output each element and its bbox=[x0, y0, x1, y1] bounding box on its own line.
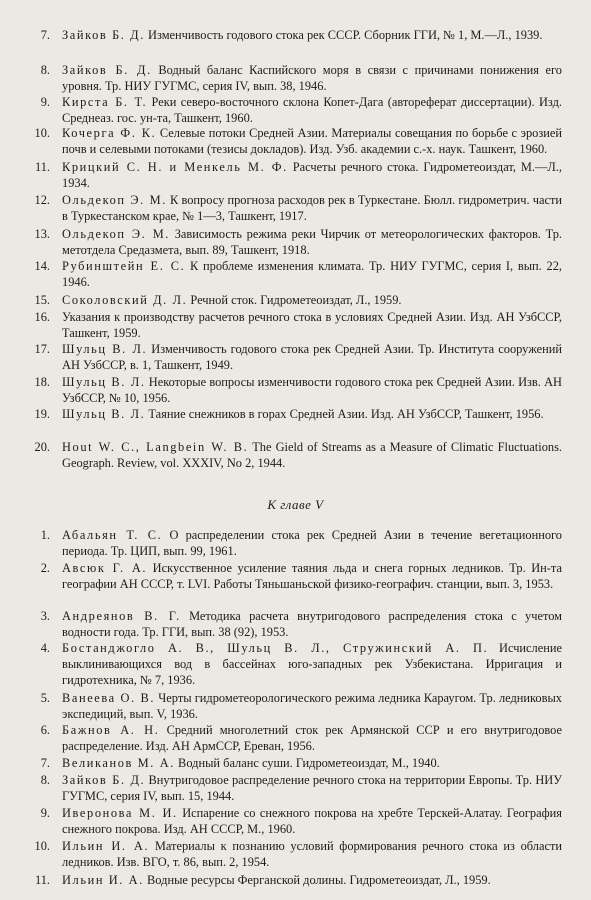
reference-text bbox=[62, 227, 562, 259]
reference-body: Материалы к познанию условий формирования речного стока из области ледников. Изв. ВГО, т. 86, вып. 2, 1954. bbox=[62, 839, 562, 869]
reference-item bbox=[28, 839, 562, 871]
reference-item bbox=[28, 873, 562, 889]
reference-author: Крицкий С. Н. и Менкель М. Ф. bbox=[62, 160, 288, 174]
reference-text bbox=[62, 259, 562, 291]
reference-author: Шульц В. Л. bbox=[62, 375, 146, 389]
reference-number: 18. bbox=[34, 375, 50, 389]
reference-item bbox=[28, 806, 562, 838]
reference-text bbox=[62, 756, 562, 772]
reference-item bbox=[28, 126, 562, 158]
reference-number: 17. bbox=[34, 342, 50, 356]
reference-item bbox=[28, 227, 562, 259]
reference-body: Таяние снежников в горах Средней Азии. Изд. АН УзбССР, Ташкент, 1956. bbox=[145, 407, 544, 421]
reference-number: 11. bbox=[34, 873, 50, 887]
reference-author: Ванеева О. В. bbox=[62, 691, 156, 705]
reference-number: 8. bbox=[40, 773, 50, 787]
reference-item bbox=[28, 160, 562, 192]
reference-author: Иверонова М. И. bbox=[62, 806, 178, 820]
reference-body: Внутригодовое распределение речного стока на территории Европы. Тр. НИУ ГУГМС, серия IV, вып. 15, 1944. bbox=[62, 773, 562, 803]
reference-body: Методика расчета внутригодового распределения стока с учетом водности года. Тр. ГГИ, вып. 38 (92), 1953. bbox=[62, 609, 562, 639]
reference-item bbox=[28, 756, 562, 772]
reference-author: Соколовский Д. Л. bbox=[62, 293, 188, 307]
reference-text bbox=[62, 528, 562, 560]
reference-author: Ильин И. А. bbox=[62, 839, 150, 853]
reference-item bbox=[28, 193, 562, 225]
reference-text bbox=[62, 806, 562, 838]
reference-number: 3. bbox=[40, 609, 50, 623]
reference-item bbox=[28, 375, 562, 407]
reference-item bbox=[28, 773, 562, 805]
reference-author: Кочерга Ф. К. bbox=[62, 126, 157, 140]
reference-number: 12. bbox=[34, 193, 50, 207]
reference-body: Реки северо-восточного склона Копет-Дага (автореферат диссертации). Изд. Среднеаз. гос. ун-та, Ташкент, 1960. bbox=[62, 95, 562, 125]
reference-item bbox=[28, 293, 562, 309]
reference-text bbox=[62, 723, 562, 755]
reference-author: Зайков Б. Д. bbox=[62, 63, 152, 77]
reference-body: Селевые потоки Средней Азии. Материалы совещания по борьбе с эрозией почв и селевыми потоками (тезисы докладов). Изд. Узб. академии с.-х. наук. Ташкент, 1960. bbox=[62, 126, 562, 156]
reference-text bbox=[62, 440, 562, 472]
reference-number: 10. bbox=[34, 126, 50, 140]
reference-author: Бажнов А. Н. bbox=[62, 723, 160, 737]
reference-item bbox=[28, 259, 562, 291]
reference-number: 20. bbox=[34, 440, 50, 454]
reference-author: Андреянов В. Г. bbox=[62, 609, 181, 623]
reference-item bbox=[28, 691, 562, 723]
reference-item bbox=[28, 561, 562, 593]
reference-text bbox=[62, 641, 562, 688]
reference-text bbox=[62, 561, 562, 593]
reference-number: 6. bbox=[40, 723, 50, 737]
reference-number: 7. bbox=[40, 28, 50, 42]
reference-number: 8. bbox=[40, 63, 50, 77]
reference-number: 10. bbox=[34, 839, 50, 853]
reference-author: Абальян Т. С. bbox=[62, 528, 163, 542]
reference-number: 1. bbox=[40, 528, 50, 542]
reference-item bbox=[28, 407, 562, 423]
reference-text bbox=[62, 375, 562, 407]
reference-body: К вопросу прогноза расходов рек в Туркестане. Бюлл. гидрометрич. части в Туркестанском крае, № 1—3, Ташкент, 1917. bbox=[62, 193, 563, 223]
reference-body: Водный баланс Каспийского моря в связи с причинами понижения его уровня. Тр. НИУ ГУГМС, серия IV, вып. 38, 1946. bbox=[62, 63, 562, 93]
reference-body: The Gield of Streams as a Measure of Climatic Fluctuations. Geograph. Review, vol. XXXIV, No 2, 1944. bbox=[62, 440, 562, 470]
reference-item bbox=[28, 95, 562, 127]
reference-number: 14. bbox=[34, 259, 50, 273]
reference-number: 2. bbox=[40, 561, 50, 575]
reference-number: 7. bbox=[40, 756, 50, 770]
reference-item bbox=[28, 609, 562, 641]
reference-body: Некоторые вопросы изменчивости годового стока рек Средней Азии. Изв. АН УзбССР, № 10, 1956. bbox=[62, 375, 562, 405]
reference-text bbox=[62, 839, 562, 871]
reference-body: Водные ресурсы Ферганской долины. Гидрометеоиздат, Л., 1959. bbox=[143, 873, 491, 887]
reference-author: Кирста Б. Т. bbox=[62, 95, 148, 109]
reference-item bbox=[28, 528, 562, 560]
reference-text bbox=[62, 310, 562, 342]
reference-text bbox=[62, 691, 562, 723]
reference-body: Зависимость режима реки Чирчик от метеорологических факторов. Тр. метотдела Средазмета, вып. 89, Ташкент, 1918. bbox=[62, 227, 562, 257]
reference-author: Зайков Б. Д. bbox=[62, 773, 146, 787]
reference-body: Исчисление выклинивающихся вод в бассейнах юго-западных рек Узбекистана. Ирригация и гидротехника, № 7, 1936. bbox=[62, 641, 562, 687]
reference-number: 19. bbox=[34, 407, 50, 421]
reference-body: Водный баланс суши. Гидрометеоиздат, М., 1940. bbox=[174, 756, 440, 770]
reference-author: Ольдекоп Э. М. bbox=[62, 227, 171, 241]
reference-item bbox=[28, 641, 562, 688]
reference-body: О распределении стока рек Средней Азии в течение вегетационного периода. Тр. ЦИП, вып. 99, 1961. bbox=[62, 528, 562, 558]
reference-body: Средний многолетний сток рек Армянской ССР и его внутригодовое распределение. Изд. АН АрмССР, Ереван, 1956. bbox=[62, 723, 563, 753]
reference-text bbox=[62, 160, 562, 192]
reference-body: Изменчивость годового стока рек Средней Азии. Тр. Института сооружений АН УзбССР, в. 1, Ташкент, 1949. bbox=[62, 342, 562, 372]
reference-text bbox=[62, 407, 562, 423]
reference-text bbox=[62, 773, 562, 805]
reference-author: Бостанджогло А. В., Шульц В. Л., Стружинский А. П. bbox=[62, 641, 489, 655]
reference-item bbox=[28, 63, 562, 95]
section-heading: К главе V bbox=[267, 497, 324, 512]
reference-body: Искусственное усиление таяния льда и снега горных ледников. Тр. Ин-та географии АН СССР, т. LVI. Работы Тяньшаньской физико-географич. станции, вып. 3, 1953. bbox=[62, 561, 562, 591]
reference-text bbox=[62, 63, 562, 95]
reference-author: Шульц В. Л. bbox=[62, 407, 146, 421]
reference-number: 9. bbox=[40, 806, 50, 820]
reference-text bbox=[62, 28, 562, 44]
reference-item bbox=[28, 310, 562, 342]
reference-author: Ольдекоп Э. М. bbox=[62, 193, 167, 207]
reference-author: Рубинштейн Е. С. bbox=[62, 259, 186, 273]
reference-body: Речной сток. Гидрометеоиздат, Л., 1959. bbox=[187, 293, 402, 307]
reference-number: 9. bbox=[40, 95, 50, 109]
reference-body: Испарение со снежного покрова на хребте Терскей-Алатау. География снежного покрова. Изд. АН СССР, М., 1960. bbox=[62, 806, 562, 836]
reference-author: Hout W. C., Langbein W. B. bbox=[62, 440, 249, 454]
reference-item bbox=[28, 342, 562, 374]
reference-number: 16. bbox=[34, 310, 50, 324]
reference-body: Черты гидрометеорологического режима ледника Караугом. Тр. ледниковых экспедиций, вып. V, 1936. bbox=[62, 691, 562, 721]
reference-body: Указания к производству расчетов речного стока в условиях Средней Азии. Изд. АН УзбССР, Ташкент, 1959. bbox=[62, 310, 562, 340]
reference-text bbox=[62, 293, 562, 309]
reference-text bbox=[62, 95, 562, 127]
reference-author: Ильин И. А. bbox=[62, 873, 144, 887]
reference-number: 11. bbox=[34, 160, 50, 174]
reference-body: Расчеты речного стока. Гидрометеоиздат, М.—Л., 1934. bbox=[62, 160, 562, 190]
reference-item bbox=[28, 440, 562, 472]
reference-body: Изменчивость годового стока рек СССР. Сборник ГГИ, № 1, М.—Л., 1939. bbox=[144, 28, 543, 42]
reference-number: 13. bbox=[34, 227, 50, 241]
reference-number: 15. bbox=[34, 293, 50, 307]
reference-text bbox=[62, 342, 562, 374]
reference-body: К проблеме изменения климата. Тр. НИУ ГУГМС, серия I, вып. 22, 1946. bbox=[62, 259, 562, 289]
reference-text bbox=[62, 609, 562, 641]
reference-author: Авсюк Г. А. bbox=[62, 561, 148, 575]
reference-author: Шульц В. Л. bbox=[62, 342, 148, 356]
reference-item bbox=[28, 28, 562, 44]
reference-number: 4. bbox=[40, 641, 50, 655]
reference-number: 5. bbox=[40, 691, 50, 705]
reference-text bbox=[62, 193, 562, 225]
reference-text bbox=[62, 873, 562, 889]
reference-text bbox=[62, 126, 562, 158]
reference-item bbox=[28, 723, 562, 755]
reference-author: Зайков Б. Д. bbox=[62, 28, 145, 42]
reference-author: Великанов М. А. bbox=[62, 756, 175, 770]
